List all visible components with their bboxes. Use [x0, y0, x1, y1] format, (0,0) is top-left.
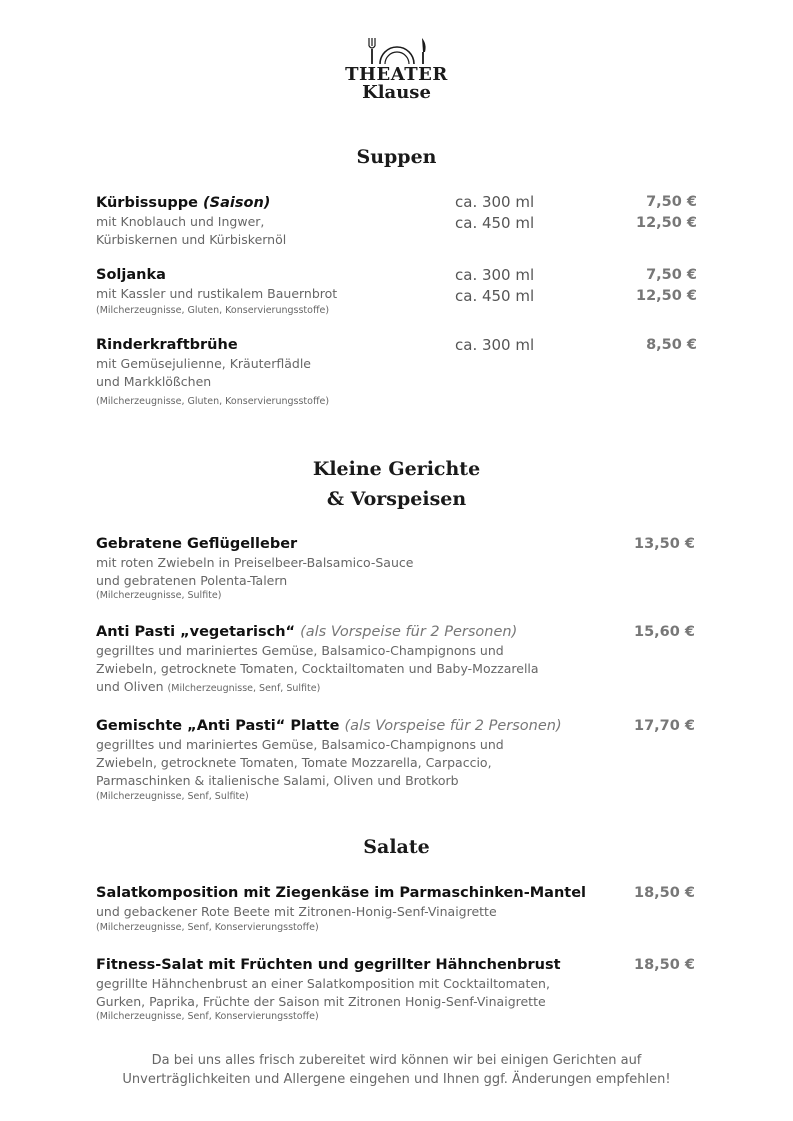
item-price: 12,50 €: [635, 215, 697, 231]
section-title-starters: Kleine Gerichte: [312, 458, 481, 480]
item-name: Gemischte „Anti Pasti“ Platte (als Vorspeise für 2 Personen): [96, 718, 562, 734]
item-allergens: (Milcherzeugnisse, Senf, Konservierungsstoffe): [96, 922, 319, 933]
item-description: Kürbiskernen und Kürbiskernöl: [96, 232, 287, 247]
item-allergens: (Milcherzeugnisse, Sulfite): [96, 590, 222, 601]
item-price: 7,50 €: [646, 194, 697, 210]
menu-item-gefluegelleber: [96, 534, 706, 602]
item-price: 7,50 €: [646, 267, 697, 283]
item-description: mit Knoblauch und Ingwer,: [96, 214, 265, 229]
item-allergens: (Milcherzeugnisse, Gluten, Konservierungsstoffe): [96, 396, 330, 407]
menu-item-kuerbissuppe: [96, 193, 706, 249]
logo-subtitle: Klause: [362, 82, 431, 103]
menu-item-anti-pasti-vegetarisch: [96, 622, 706, 698]
menu-item-rinderkraftbruehe: [96, 335, 706, 410]
item-description: gegrilltes und mariniertes Gemüse, Balsamico-Champignons und: [96, 737, 504, 752]
item-name: Fitness-Salat mit Früchten und gegrillter Hähnchenbrust: [96, 957, 561, 973]
item-description: Gurken, Paprika, Früchte der Saison mit Zitronen Honig-Senf-Vinaigrette: [96, 994, 546, 1009]
logo-title: THEATER: [345, 64, 448, 85]
item-price: 8,50 €: [646, 337, 697, 353]
item-allergens: (Milcherzeugnisse, Senf, Sulfite): [96, 791, 249, 802]
item-price: 17,70 €: [634, 718, 696, 734]
section-title-salads: Salate: [363, 836, 430, 858]
section-title-soups: Suppen: [356, 146, 437, 168]
item-description: gegrilltes und mariniertes Gemüse, Balsamico-Champignons und: [96, 643, 504, 658]
item-description: und gebackener Rote Beete mit Zitronen-Honig-Senf-Vinaigrette: [96, 904, 497, 919]
item-size: ca. 300 ml: [455, 336, 535, 354]
item-size: ca. 300 ml: [455, 266, 535, 284]
item-price: 18,50 €: [634, 885, 696, 901]
item-size: ca. 450 ml: [455, 214, 535, 232]
item-name: Salatkomposition mit Ziegenkäse im Parmaschinken-Mantel: [96, 885, 587, 901]
item-price: 12,50 €: [635, 288, 697, 304]
item-description: gegrillte Hähnchenbrust an einer Salatkomposition mit Cocktailtomaten,: [96, 976, 550, 991]
item-description: mit Kassler und rustikalem Bauernbrot: [96, 286, 338, 301]
item-name: Gebratene Geflügelleber: [96, 536, 298, 552]
footer-line: Da bei uns alles frisch zubereitet wird können wir bei einigen Gerichten auf: [151, 1053, 642, 1068]
footer-note: [0, 1051, 793, 1089]
cutlery-plate-icon: [361, 34, 433, 66]
item-price: 15,60 €: [634, 624, 696, 640]
item-price: 13,50 €: [634, 536, 696, 552]
item-description: Parmaschinken & italienische Salami, Oliven und Brotkorb: [96, 773, 459, 788]
item-price: 18,50 €: [634, 957, 696, 973]
item-size: ca. 300 ml: [455, 193, 535, 211]
item-description: und Markklößchen: [96, 374, 212, 389]
item-description: mit Gemüsejulienne, Kräuterflädle: [96, 356, 311, 371]
item-name: Kürbissuppe (Saison): [96, 195, 271, 211]
item-description: Zwiebeln, getrocknete Tomaten, Tomate Mozzarella, Carpaccio,: [96, 755, 492, 770]
item-size: ca. 450 ml: [455, 287, 535, 305]
restaurant-logo: [0, 34, 793, 102]
menu-item-soljanka: [96, 265, 706, 319]
item-description: und gebratenen Polenta-Talern: [96, 573, 288, 588]
item-description: und Oliven (Milcherzeugnisse, Senf, Sulfite): [96, 679, 321, 694]
menu-item-salatkomposition: [96, 883, 706, 935]
item-description: Zwiebeln, getrocknete Tomaten, Cocktailtomaten und Baby-Mozzarella: [96, 661, 539, 676]
menu-item-fitness-salat: [96, 955, 706, 1023]
section-subtitle-starters: & Vorspeisen: [326, 488, 467, 510]
item-name: Soljanka: [96, 267, 166, 283]
item-allergens: (Milcherzeugnisse, Senf, Konservierungsstoffe): [96, 1011, 319, 1022]
item-description: mit roten Zwiebeln in Preiselbeer-Balsamico-Sauce: [96, 555, 414, 570]
item-name: Rinderkraftbrühe: [96, 337, 238, 353]
item-allergens: (Milcherzeugnisse, Gluten, Konservierungsstoffe): [96, 305, 330, 316]
menu-item-anti-pasti-platte: [96, 716, 706, 804]
footer-line: Unverträglichkeiten und Allergene eingehen und Ihnen ggf. Änderungen empfehlen!: [122, 1072, 671, 1087]
item-name: Anti Pasti „vegetarisch“ (als Vorspeise für 2 Personen): [96, 624, 518, 640]
